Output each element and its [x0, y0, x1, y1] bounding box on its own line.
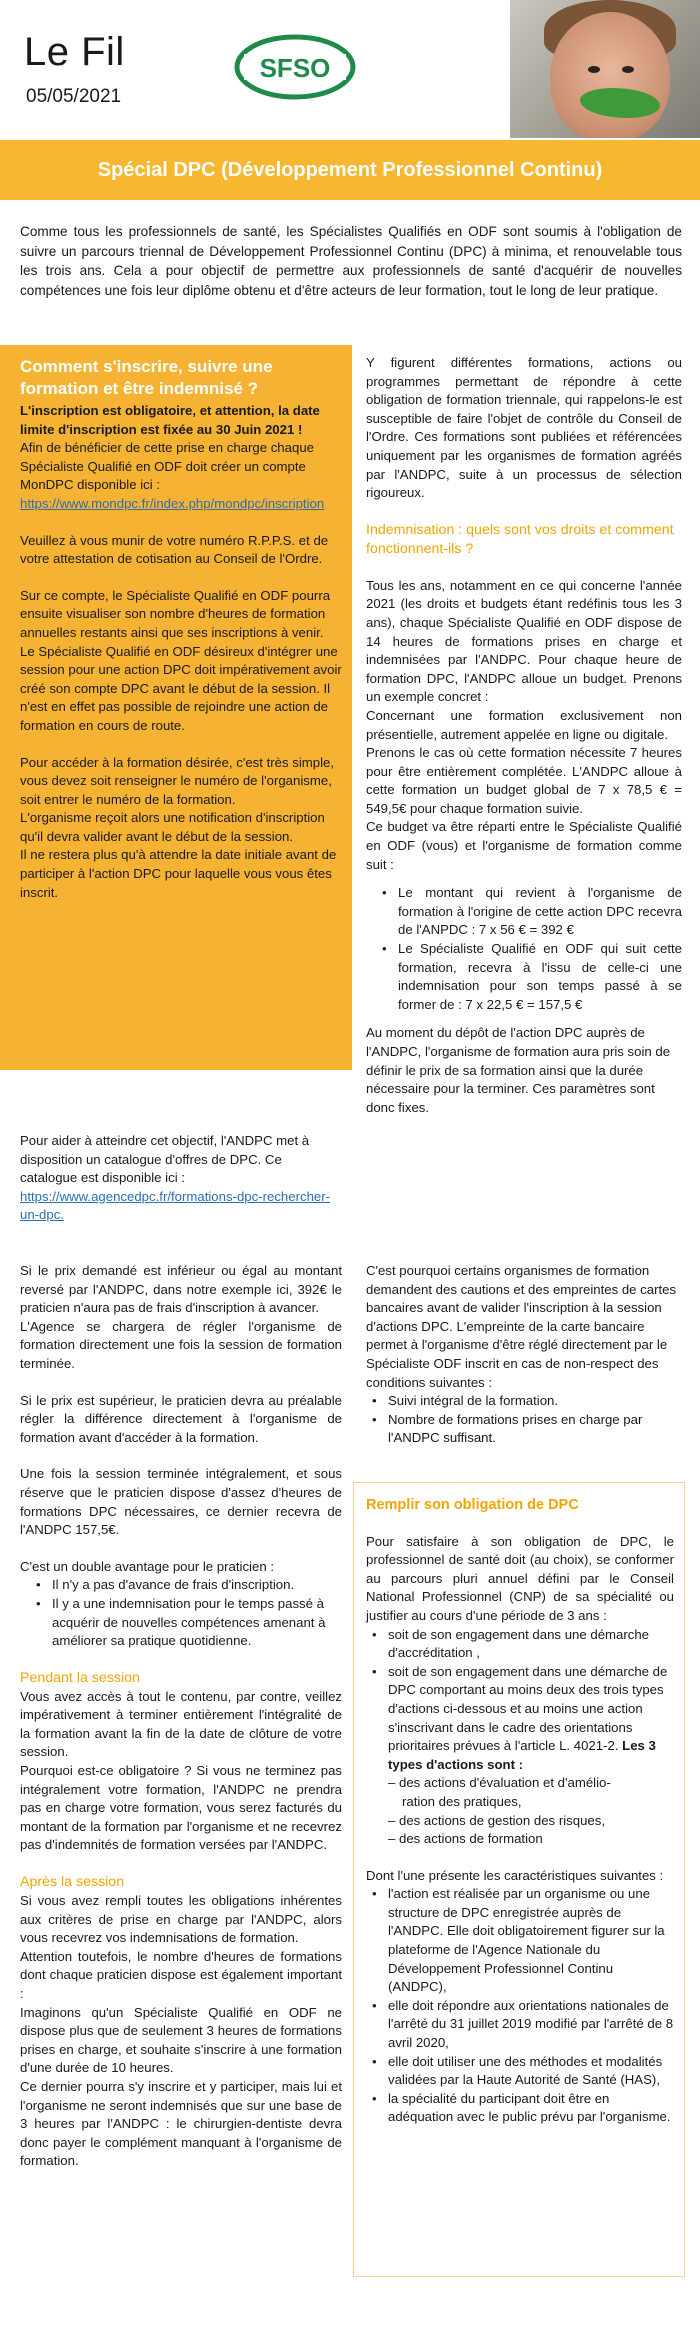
special-banner: Spécial DPC (Développement Professionnel Continu)	[0, 140, 700, 200]
price-p5: C'est un double avantage pour le praticien :	[20, 1558, 274, 1574]
indemnisation-p5: Ce budget va être réparti entre le Spécialiste Qualifié en ODF (vous) et l'organisme de formation comme suit :	[366, 819, 682, 872]
sublist-line: – des actions de gestion des risques,	[388, 1812, 605, 1828]
list-item: • elle doit répondre aux orientations nationales de l'arrêté du 31 juillet 2019 modifié par l'arrêté de 8 avril 2020,	[370, 1997, 674, 2053]
logo-text: SFSO	[259, 53, 331, 83]
inscription-p3: Sur ce compte, le Spécialiste Qualifié en ODF pourra ensuite visualiser son nombre d'heures de formation annuelles restants ainsi que ses inscriptions à venir.	[20, 587, 331, 640]
list-item: • Le Spécialiste Qualifié en ODF qui suit cette formation, recevra à l'issu de celle-ci une indemnisation pour son temps passé à se former de : 7 x 22,5 € = 157,5 €	[380, 940, 682, 1014]
price-p2: L'Agence se chargera de régler l'organisme de formation directement une fois la session de formation terminée.	[20, 1318, 342, 1371]
obligation-content	[366, 1496, 674, 2127]
indemnisation-p6: Au moment du dépôt de l'action DPC auprès de l'ANDPC, l'organisme de formation aura pris soin de définir le prix de sa formation ainsi que la durée nécessaire pour la terminer. Ces paramètres sont donc fixes.	[366, 1025, 671, 1115]
price-p1: Si le prix demandé est inférieur ou égal au montant reversé par l'ANDPC, dans notre exemple ici, 392€ le praticien n'aura pas de frais d'inscription à avancer.	[20, 1263, 342, 1316]
indemnisation-p3: Concernant une formation exclusivement non présentielle, autrement appelée en ligne ou digitale.	[366, 707, 682, 742]
sfso-logo	[230, 32, 360, 102]
inscription-p2: Veuillez à vous munir de votre numéro R.P.P.S. et de votre attestation de cotisation au Conseil de l'Ordre.	[20, 532, 329, 567]
inscription-p1: Afin de bénéficier de cette prise en charge chaque Spécialiste Qualifié en ODF doit créer un compte MonDPC disponible ici :	[20, 440, 314, 493]
left-lower-column	[20, 1262, 342, 2171]
inscription-box-body	[20, 402, 342, 902]
characteristics-list	[366, 1885, 674, 2127]
pendant-p1: Vous avez accès à tout le contenu, par contre, veillez impérativement à terminer entièrement l'intégralité de la formation avant la fin de la date de clôture de votre session.	[20, 1688, 342, 1760]
price-p4: Une fois la session terminée intégralement, et sous réserve que le praticien dispose d'assez d'heures de formations DPC nécessaires, ce dernier recevra de l'ANDPC 157,5€.	[20, 1466, 342, 1538]
list-item: • la spécialité du participant doit être en adéquation avec le public prévu par l'organisme.	[370, 2090, 674, 2127]
obligation-choice-list	[366, 1626, 674, 1775]
budget-split-list	[366, 884, 682, 1014]
pendant-session-title: Pendant la session	[20, 1669, 140, 1686]
list-item: • Il n'y a pas d'avance de frais d'inscription.	[34, 1576, 342, 1595]
header-photo	[510, 0, 700, 138]
catalogue-intro: Pour aider à atteindre cet objectif, l'ANDPC met à disposition un catalogue d'offres de DPC. Ce catalogue est disponible ici :	[20, 1133, 310, 1186]
conditions-list	[366, 1392, 682, 1448]
list-item: • Le montant qui revient à l'organisme de formation à l'origine de cette action DPC recevra de l'ANPDC : 7 x 56 € = 392 €	[380, 884, 682, 940]
obligation-p1: Pour satisfaire à son obligation de DPC, le professionnel de santé doit (au choix), se conformer au parcours pluri annuel défini par le Conseil National Professionnel (CNP) de sa spécialité ou justifier au cours d'une période de 3 ans :	[366, 1533, 674, 1623]
sublist-line: – des actions d'évaluation et d'amélio-	[388, 1775, 611, 1791]
inscription-p7: Il ne restera plus qu'à attendre la date initiale avant de participer à l'action DPC pour laquelle vous vous êtes inscrit.	[20, 847, 337, 900]
inscription-p5: Pour accéder à la formation désirée, c'est très simple, vous devez soit renseigner le numéro de l'organisme, soit entrer le numéro de la formation.	[20, 754, 335, 807]
list-item: • elle doit utiliser une des méthodes et modalités validées par la Haute Autorité de Santé (HAS),	[370, 2053, 674, 2090]
right-lower-column	[366, 1262, 682, 1448]
list-item: • l'action est réalisée par un organisme ou une structure de DPC enregistrée auprès de l'ANDPC. Elle doit obligatoirement figurer sur la plateforme de l'Agence Nationale du Développement Professionnel Continu (ANDPC),	[370, 1885, 674, 1997]
apres-p4: Ce dernier pourra s'y inscrire et y participer, mais lui et l'organisme ne seront indemnisés que sur une base de 3 heures par l'ANDPC : le chirurgien-dentiste devra donc payer le complément manquant à l'organisme de formation.	[20, 2078, 342, 2169]
newsletter-date: 05/05/2021	[26, 86, 122, 107]
list-item: • Il y a une indemnisation pour le temps passé à acquérir de nouvelles compétences amenant à améliorer sa pratique quotidienne.	[34, 1595, 342, 1651]
apres-session-title: Après la session	[20, 1874, 125, 1891]
indemnisation-p2: Tous les ans, notamment en ce qui concerne l'année 2021 (les droits et budgets étant redéfinis tous les 3 ans), chaque Spécialiste Qualifié en ODF dispose de 14 heures de formations prises en charge et indemnisées par l'ANDPC. Pour chaque heure de formation DPC, l'ANDPC alloue un budget. Prenons un exemple concret :	[366, 577, 682, 705]
list-item: • Suivi intégral de la formation.	[370, 1392, 682, 1411]
agencedpc-link[interactable]: https://www.agencedpc.fr/formations-dpc-rechercher-un-dpc.	[20, 1188, 331, 1223]
catalogue-description: Y figurent différentes formations, actions ou programmes permettant de répondre à cette obligation de formation triennale, qui rappelons-le est susceptible de faire l'objet de contrôle du Conseil de l'Ordre. Ces formations sont publiées et référencées uniquement par les organismes de formation agréés par l'ANDPC, suite à un processus de sélection rigoureux.	[366, 355, 682, 501]
sublist-line: – des actions de formation	[388, 1831, 543, 1847]
caution-p1: C'est pourquoi certains organismes de formation demandent des cautions et des empreintes de cartes bancaires avant de valider l'inscription à la session d'actions DPC. L'empreinte de la carte bancaire permet à l'organisme d'être réglé directement par le Spécialiste ODF inscrit en cas de non-respect des conditions suivantes :	[366, 1263, 677, 1390]
mondpc-link[interactable]: https://www.mondpc.fr/index.php/mondpc/inscription	[20, 495, 325, 511]
apres-p1: Si vous avez rempli toutes les obligations inhérentes aux critères de prise en charge par l'ANDPC, alors vous recevrez vos indemnisations de formation.	[20, 1893, 342, 1946]
obligation-p2: Dont l'une présente les caractéristiques suivantes :	[366, 1867, 664, 1883]
inscription-p4: Le Spécialiste Qualifié en ODF désireux d'intégrer une session pour une action DPC doit impérativement avoir créé son compte DPC avant le début de la session. Il n'est en effet pas possible de rejoindre une action de formation en cours de route.	[20, 643, 342, 733]
newsletter-header	[0, 0, 700, 138]
intro-paragraph: Comme tous les professionnels de santé, les Spécialistes Qualifiés en ODF sont soumis à l'obligation de suivre un parcours triennal de Développement Professionnel Continu (DPC) à minima, et renouvelable tous les trois ans. Cela a pour objectif de permettre aux professionnels de santé d'acquérir de nouvelles compétences une fois leur diplôme obtenu et d'être acteurs de leur formation, tout le long de leur pratique.	[20, 224, 682, 298]
list-item: • soit de son engagement dans une démarche d'accréditation ,	[370, 1626, 674, 1663]
bullet2-bold: Les 3 types d'actions sont :	[388, 1738, 656, 1772]
bullet2-text: soit de son engagement dans une démarche de DPC comportant au moins deux des trois types d'actions ci-dessous et au moins une action s'inscrivant dans le cadre des orientations prioritaires prévues à l'article L. 4021-2.	[388, 1663, 668, 1754]
list-item	[370, 1663, 674, 1775]
action-types-sublist	[366, 1774, 674, 1848]
price-p3: Si le prix est supérieur, le praticien devra au préalable régler la différence directement à l'organisme de formation avant d'accéder à la formation.	[20, 1392, 342, 1445]
apres-p3: Imaginons qu'un Spécialiste Qualifié en ODF ne dispose plus que de seulement 3 heures de formations prises en charge, et souhaite s'inscrire à une formation d'une durée de 10 heures.	[20, 2004, 342, 2076]
sublist-line: ration des pratiques,	[402, 1793, 522, 1809]
list-item: • Nombre de formations prises en charge par l'ANDPC suffisant.	[370, 1411, 682, 1448]
apres-p2: Attention toutefois, le nombre d'heures de formations dont chaque praticien dispose est également important :	[20, 1948, 342, 2001]
inscription-box-title: Comment s'inscrire, suivre une formation et être indemnisé ?	[20, 357, 273, 398]
pendant-p2: Pourquoi est-ce obligatoire ? Si vous ne terminez pas intégralement votre formation, l'ANDPC ne prendra pas en charge votre formation, vous serez facturés du montant de la formation par l'organisme et ne recevrez pas d'indemnités de formation versées par l'ANDPC.	[20, 1763, 342, 1853]
catalogue-block	[20, 1132, 342, 1225]
inscription-deadline: L'inscription est obligatoire, et attention, la date limite d'inscription est fixée au 30 Juin 2021 !	[20, 403, 320, 437]
indemnisation-title: Indemnisation : quels sont vos droits et comment fonctionnent-ils ?	[366, 521, 674, 557]
indemnisation-p4: Prenons le cas où cette formation nécessite 7 heures pour être entièrement complétée. L'ANDPC alloue à cette formation un budget global de 7 x 78,5 € = 549,5€ pour chaque formation suivie.	[366, 745, 682, 816]
right-top-column	[366, 354, 682, 1117]
inscription-p6: L'organisme reçoit alors une notification d'inscription qu'il devra valider avant le début de la session.	[20, 810, 325, 844]
obligation-title: Remplir son obligation de DPC	[366, 1497, 579, 1513]
newsletter-title: Le Fil	[24, 30, 125, 74]
advantage-list	[20, 1576, 342, 1650]
